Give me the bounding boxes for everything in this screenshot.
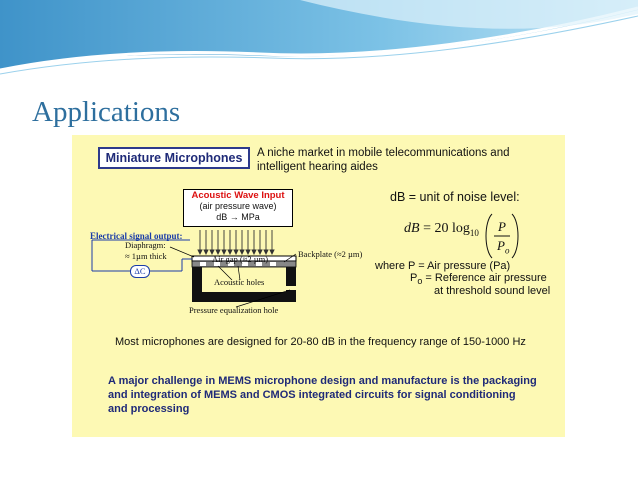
- formula-lhs: dB: [404, 221, 420, 236]
- where-rest: = Reference air pressure: [422, 272, 547, 284]
- acoustic-wave-input-box: [183, 189, 293, 227]
- formula-den-p: P: [497, 238, 505, 253]
- electrical-output-label: Electrical signal output:: [90, 231, 183, 241]
- backplate-label: Backplate (≈2 µm): [298, 249, 363, 259]
- wave-input-units: dB → MPa: [216, 212, 260, 222]
- formula-coefficient: 20: [434, 221, 449, 236]
- formula-den-sub: o: [504, 245, 510, 256]
- formula-log-base: 10: [469, 227, 479, 238]
- challenge-line-2: and integration of MEMS and CMOS integrated circuits for signal conditioning: [108, 389, 516, 401]
- equalization-hole-label: Pressure equalization hole: [189, 305, 279, 315]
- challenge-text: [108, 374, 537, 416]
- db-definition: dB = unit of noise level:: [390, 190, 520, 204]
- wave-input-title: Acoustic Wave Input: [191, 190, 285, 201]
- figure-heading: Miniature Microphones: [98, 147, 250, 169]
- niche-line-2: intelligent hearing aides: [257, 161, 378, 173]
- air-gap-label: Air gap (≈2 µm): [212, 254, 269, 264]
- diaphragm-label: Diaphragm:: [125, 240, 166, 250]
- wave-input-sub: (air pressure wave): [199, 201, 277, 211]
- frequency-range-text: Most microphones are designed for 20-80 dB in the frequency range of 150-1000 Hz: [115, 336, 526, 348]
- where-p: P: [410, 272, 418, 284]
- db-formula: [404, 221, 479, 238]
- formula-equals: =: [423, 221, 431, 236]
- formula-log: log: [451, 221, 470, 236]
- challenge-line-3: and processing: [108, 403, 190, 415]
- acoustic-wave-arrows: [198, 230, 274, 254]
- formula-denominator: [497, 238, 509, 256]
- delta-c-label: ΔC: [130, 265, 150, 278]
- where-line-3: at threshold sound level: [434, 285, 551, 297]
- diaphragm-thickness-label: ≈ 1µm thick: [125, 251, 167, 261]
- challenge-line-1: A major challenge in MEMS microphone design and manufacture is the packaging: [108, 375, 537, 387]
- niche-line-1: A niche market in mobile telecommunications and: [257, 147, 510, 159]
- where-p-sub: o: [417, 276, 423, 287]
- acoustic-holes-label: Acoustic holes: [214, 277, 265, 287]
- where-line-1: where P = Air pressure (Pa): [375, 260, 511, 272]
- formula-numerator: P: [498, 219, 506, 234]
- slide-title: Applications: [32, 96, 181, 128]
